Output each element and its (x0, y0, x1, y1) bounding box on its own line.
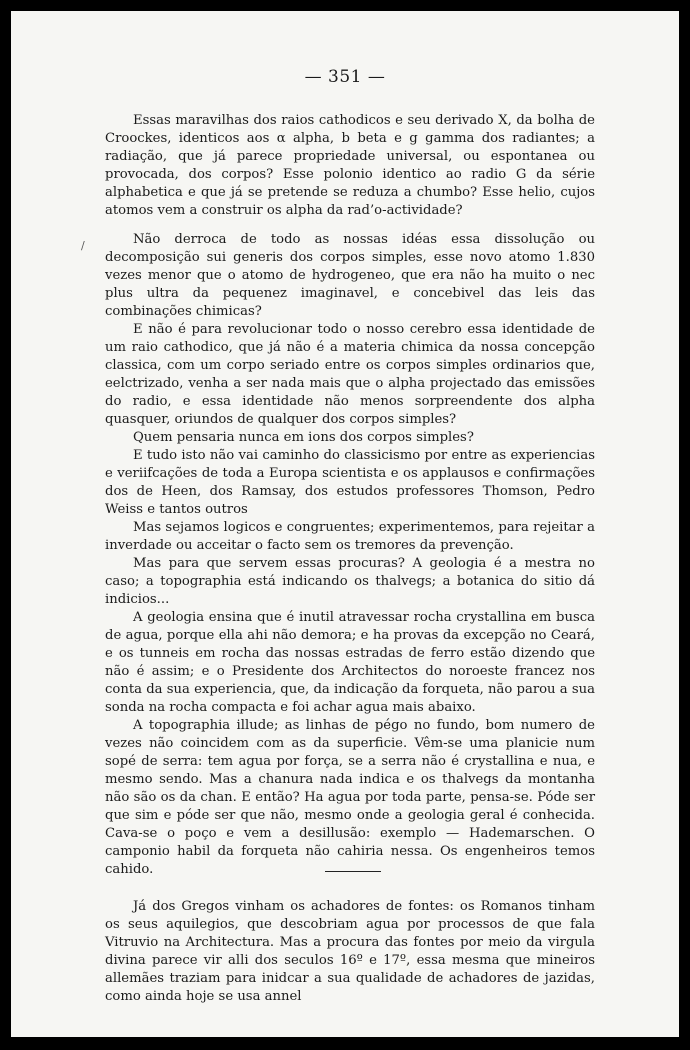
second-section (105, 898, 595, 1006)
paragraph: E não é para revolucionar todo o nosso cerebro essa identidade de um raio cathodico, que já não é a materia chimica da nossa concepção classica, com um corpo seriado entre os corpos simples ordinarios que, eelctrizado, venha a ser nada mais que o alpha projectado das emissões do radio, e essa identidade não menos sorpreendente dos alpha quasquer, oriundos de qualquer dos corpos simples? (105, 322, 595, 427)
paragraph: Já dos Gregos vinham os achadores de fontes: os Romanos tinham os seus aquilegios, que descobriam agua por processos de que fala Vitruvio na Architectura. Mas a procura das fontes por meio da virgula divina parece vir alli dos seculos 16º e 17º, essa mesma que mineiros allemães traziam para inidcar a sua qualidade de achadores de jazidas, como ainda hoje se usa annel (105, 899, 595, 1004)
paragraph: Mas para que servem essas procuras? A geologia é a mestra no caso; a topographia está indicando os thalvegs; a botanica do sitio dá indicios... (105, 556, 595, 607)
paragraph: Mas sejamos logicos e congruentes; experimentemos, para rejeitar a inverdade ou acceitar o facto sem os tremores da prevenção. (105, 520, 595, 553)
paragraph: Essas maravilhas dos raios cathodicos e seu derivado X, da bolha de Croockes, identicos aos α alpha, b beta e g gamma dos radiantes; a radiação, que já parece propriedade universal, ou espontanea ou provocada, dos corpos? Esse polonio identico ao radio G da série alphabetica e que já se pretende se reduza a chumbo? Esse helio, cujos atomos vem a construir os alpha da rad’o-actividade? (105, 113, 595, 218)
book-page (11, 11, 679, 1037)
paragraph: Quem pensaria nunca em ions dos corpos simples? (133, 430, 474, 445)
section-divider (325, 871, 381, 872)
main-text (105, 112, 595, 879)
page-number: — 351 — (304, 67, 386, 87)
paragraph: Não derroca de todo as nossas idéas essa dissolução ou decomposição sui generis dos corpos simples, esse novo atomo 1.830 vezes menor que o atomo de hydrogeneo, que era não ha muito o nec plus ultra da pequenez imaginavel, e concebivel das leis das combinações chimicas? (105, 232, 595, 319)
paragraph: A topographia illude; as linhas de pégo no fundo, bom numero de vezes não coincidem com as da superficie. Vêm-se uma planicie num sopé de serra: tem agua por força, se a serra não é crystallina e nua, e mesmo sendo. Mas a chanura nada indica e os thalvegs da montanha não são os da chan. E então? Ha agua por toda parte, pensa-se. Póde ser que sim e póde ser que não, mesmo onde a geologia geral é conhecida. Cava-se o poço e vem a desillusão: exemplo — Hademarschen. O camponio habil da forqueta não cahiria nessa. Os engenheiros temos cahido. (105, 718, 595, 877)
paragraph: A geologia ensina que é inutil atravessar rocha crystallina em busca de agua, porque ella ahi não demora; e ha provas da excepção no Ceará, e os tunneis em rocha das nossas estradas de ferro estão dizendo que não é assim; e o Presidente dos Architectos do noroeste francez nos conta da sua experiencia, que, da indicação da forqueta, não parou a sua sonda na rocha compacta e foi achar agua mais abaixo. (105, 610, 595, 715)
paragraph: E tudo isto não vai caminho do classicismo por entre as experiencias e veriifcações de toda a Europa scientista e os applausos e confirmações dos de Heen, dos Ramsay, dos estudos professores Thomson, Pedro Weiss e tantos outros (105, 448, 595, 517)
margin-mark: / (81, 239, 85, 252)
